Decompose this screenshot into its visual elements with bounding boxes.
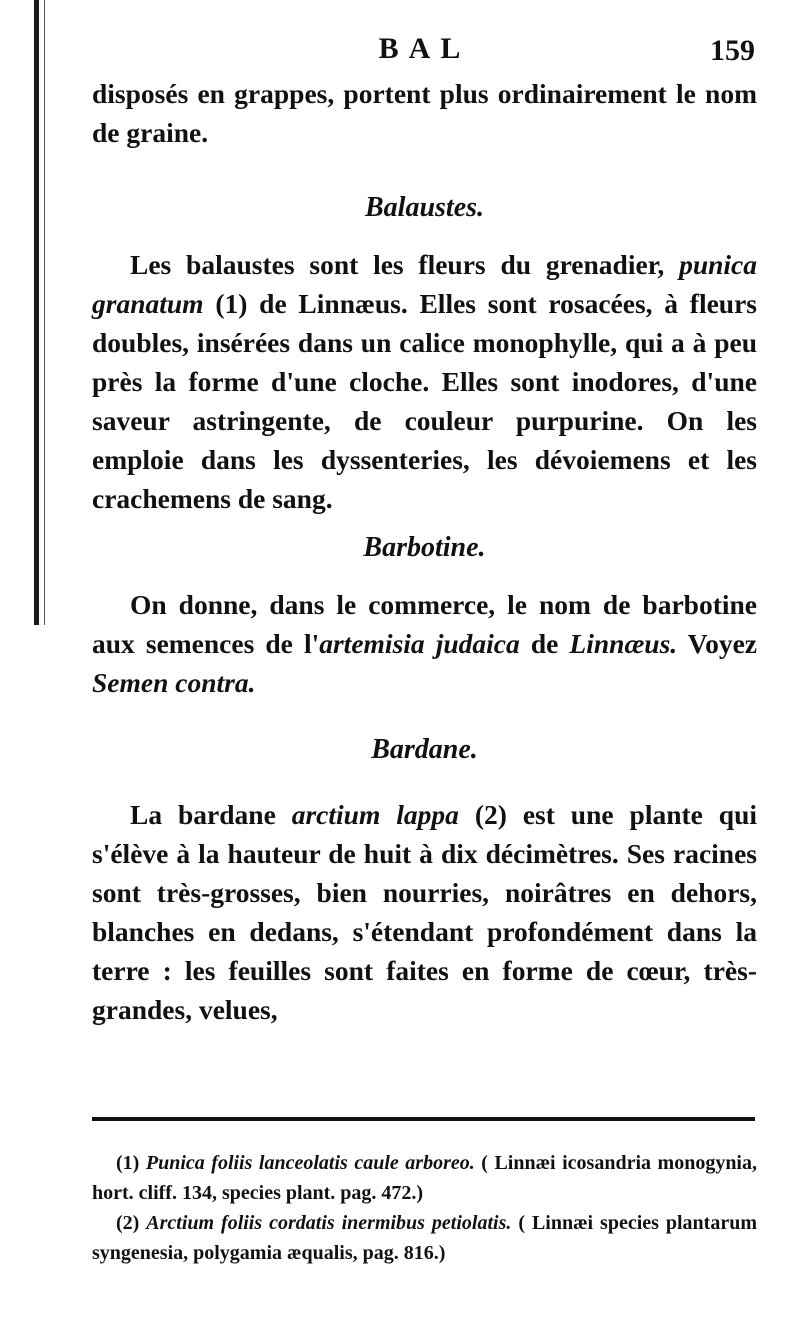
footnote-rule [92,1117,755,1121]
author-name: Linnæus. [569,628,678,659]
footnote-marker: (1) [116,1152,146,1174]
page-body [92,30,757,1029]
heading-balaustes: Balaustes. [364,192,485,223]
text-run: (1) de Linnæus. Elles sont rosacées, à fleurs doubles, insérées dans un calice monophylle, qui a à peu près la forme d'une cloche. Elles sont inodores, d'une saveur astringente, de couleur purpurine. On les emploie dans les dyssenteries, les dévoiemens et les crachemens de sang. [92,288,757,514]
footnote-1 [92,1148,757,1208]
footnote-marker: (2) [116,1212,147,1234]
text-run: Les balaustes sont les fleurs du grenadier, [130,249,680,280]
latin-term: arctium lappa [291,799,459,830]
latin-term: punica granatum [92,249,757,319]
text-run: On donne, dans le commerce, le nom de barbotine aux semences de l' [92,589,757,659]
page-binding-edge [34,0,39,625]
text-run: (2) est une plante qui s'élève à la hauteur de huit à dix décimètres. Ses racines sont très-grosses, bien nourries, noirâtres en dehors, blanches en dedans, s'étendant profondément dans la terre : les feuilles sont faites en forme de cœur, très-grandes, velues, [92,799,758,1025]
text-run: La bardane [130,799,292,830]
latin-term: artemisia judaica [319,628,520,659]
running-head-title: BAL [378,32,471,65]
heading-barbotine: Barbotine. [363,532,486,563]
running-head [92,30,757,74]
cross-reference: Semen contra. [92,667,256,698]
heading-bardane: Bardane. [371,734,478,765]
paragraph-bardane [92,795,757,1029]
intro-paragraph: disposés en grappes, portent plus ordinairement le nom de graine. [92,78,757,148]
footnote-latin: Punica foliis lanceolatis caule arboreo. [145,1152,475,1174]
page-binding-line [44,0,45,625]
footnotes [92,1148,757,1268]
text-run: Voyez [677,628,758,659]
footnote-latin: Arctium foliis cordatis inermibus petiolatis. [146,1212,512,1234]
footnote-reference: ( Linnæi icosandria monogynia, hort. cliff. 134, species plant. pag. 472.) [92,1152,757,1204]
page-number: 159 [710,34,755,67]
text-run: de [519,628,570,659]
footnote-2 [92,1208,757,1268]
paragraph-barbotine [92,585,757,702]
footnote-reference: ( Linnæi species plantarum syngenesia, polygamia æqualis, pag. 816.) [92,1212,757,1264]
paragraph-balaustes [92,245,757,518]
